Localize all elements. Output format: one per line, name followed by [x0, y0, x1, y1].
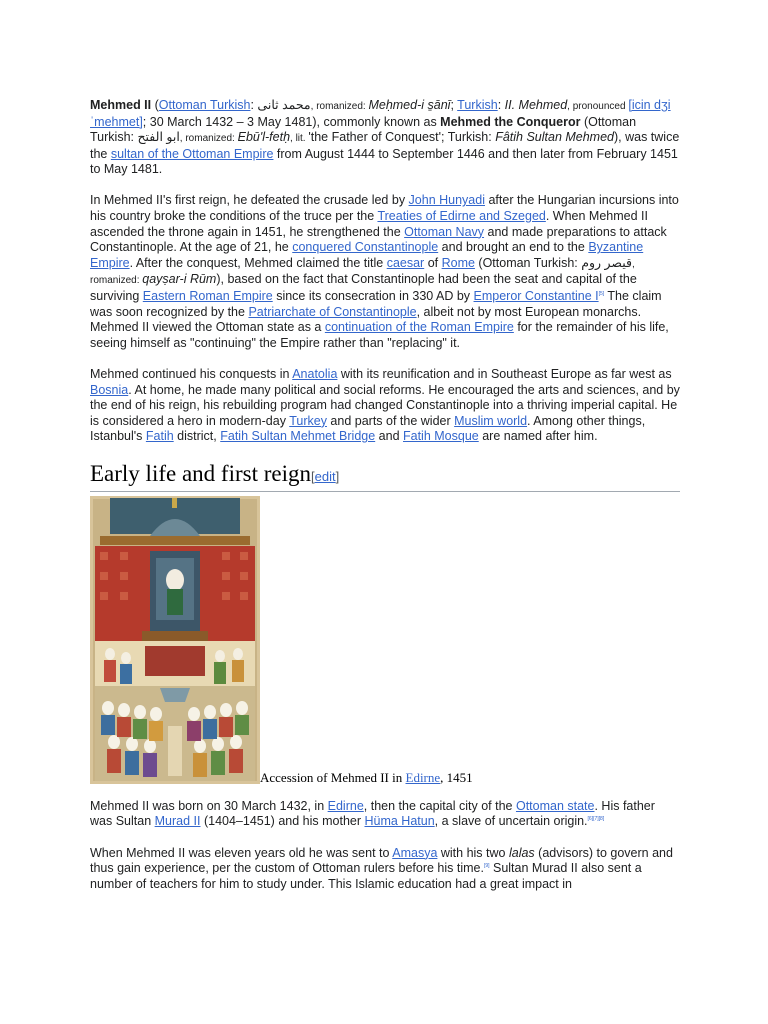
arabic-name: محمد ثانى: [257, 98, 311, 112]
link-murad-ii[interactable]: Murad II: [154, 814, 201, 829]
link-turkish[interactable]: Turkish: [457, 98, 498, 112]
link-muslim-world[interactable]: Muslim world: [454, 413, 528, 428]
article-content: [90, 98, 680, 892]
intro-paragraph-3: Mehmed continued his conquests in Anatolia with its reunification and in Southeast Europe as far west as Bosnia. At home, he made many political and social reforms. He encouraged the arts and sciences, and by the end of his reign, his rebuilding program had changed Constantinople into a thriving imperial capital. He is considered a hero in modern-day Turkey and parts of the wider Muslim world. Among other things, Istanbul's Fatih district, Fatih Sultan Mehmet Bridge and Fatih Mosque are named after him.: [90, 366, 680, 444]
body-paragraph-birth: Mehmed II was born on 30 March 1432, in Edirne, then the capital city of the Ottoman state. His father was Sultan Murad II (1404–1451) and his mother Hüma Hatun, a slave of uncertain origin.[6][7][8]: [90, 798, 655, 829]
link-anatolia[interactable]: Anatolia: [292, 366, 338, 381]
link-bosnia[interactable]: Bosnia: [90, 382, 129, 397]
link-ottoman-turkish[interactable]: Ottoman Turkish: [158, 98, 251, 112]
link-amasya[interactable]: Amasya: [392, 845, 438, 860]
miniature-painting-image[interactable]: [90, 496, 260, 784]
link-conquered-constantinople[interactable]: conquered Constantinople: [292, 240, 439, 255]
figure: [90, 496, 680, 786]
link-treaties-edirne-szeged[interactable]: Treaties of Edirne and Szeged: [377, 209, 546, 224]
section-heading-row: [90, 459, 680, 492]
section-heading: Early life and first reign: [90, 460, 311, 486]
link-rome[interactable]: Rome: [441, 255, 475, 270]
link-caesar[interactable]: caesar: [386, 255, 425, 270]
figure-caption: Accession of Mehmed II in Edirne, 1451: [260, 769, 473, 785]
link-edirne[interactable]: Edirne: [327, 798, 364, 813]
link-ottoman-navy[interactable]: Ottoman Navy: [404, 224, 485, 239]
conqueror-epithet: Mehmed the Conqueror: [440, 114, 581, 129]
link-john-hunyadi[interactable]: John Hunyadi: [408, 193, 485, 208]
intro-paragraph-1: Mehmed II (Ottoman Turkish: محمد ثانى, romanized: Meḥmed-i s̱ānī; Turkish: II. Mehmed, pronounced [icin dʒi ˈmehmet]; 30 March 1432 – 3 May 1481), commonly known as Mehmed the Conqueror (Ottoman Turkish: ابو الفتح, romanized: Ebū'l-fetḥ, lit. 'the Father of Conquest'; Turkish: Fâtih Sultan Mehmed), was twice the sultan of the Ottoman Empire from August 1444 to September 1446 and then later from February 1451 to May 1481.: [90, 98, 680, 177]
link-patriarchate[interactable]: Patriarchate of Constantinople: [248, 304, 417, 319]
intro-paragraph-2: In Mehmed II's first reign, he defeated the crusade led by John Hunyadi after the Hungarian incursions into his country broke the conditions of the truce per the Treaties of Edirne and Szeged. When Mehmed II ascended the throne again in 1451, he strengthened the Ottoman Navy and made preparations to attack Constantinople. At the age of 21, he conquered Constantinople and brought an end to the Byzantine Empire. After the conquest, Mehmed claimed the title caesar of Rome (Ottoman Turkish: قیصر روم, romanized: qayṣar-i Rūm), based on the fact that Constantinople had been the seat and capital of the surviving Eastern Roman Empire since its consecration in 330 AD by Emperor Constantine I[5] The claim was soon recognized by the Patriarchate of Constantinople, albeit not by most European monarchs. Mehmed II viewed the Ottoman state as a continuation of the Roman Empire for the remainder of his life, seeing himself as "continuing" the Empire rather than "replacing" it.: [90, 193, 679, 350]
link-byzantine-empire[interactable]: Byzantine Empire: [90, 240, 644, 270]
link-ottoman-state[interactable]: Ottoman state: [515, 798, 595, 813]
edit-section-link[interactable]: [edit]: [310, 468, 340, 484]
body-paragraph-amasya: When Mehmed II was eleven years old he was sent to Amasya with his two lalas (advisors) to govern and thus gain experience, per the custom of Ottoman rulers before his time.[9] Sultan Murad II also sent a number of teachers for him to study under. This Islamic education had a great impact in: [90, 845, 673, 891]
link-emperor-constantine[interactable]: Emperor Constantine I: [473, 289, 599, 304]
link-fatih[interactable]: Fatih: [145, 429, 174, 444]
link-turkey[interactable]: Turkey: [289, 413, 327, 428]
link-continuation-roman-empire[interactable]: continuation of the Roman Empire: [324, 320, 514, 335]
citation-ref[interactable]: [5]: [598, 290, 605, 297]
link-fatih-sultan-mehmet-bridge[interactable]: Fatih Sultan Mehmet Bridge: [220, 429, 376, 444]
link-eastern-roman-empire[interactable]: Eastern Roman Empire: [142, 289, 273, 304]
link-edirne-caption[interactable]: Edirne: [405, 769, 441, 785]
citation-ref[interactable]: [9]: [483, 863, 490, 869]
article-subject-name: Mehmed II: [90, 98, 152, 112]
link-fatih-mosque[interactable]: Fatih Mosque: [403, 429, 479, 444]
citation-ref[interactable]: [6][7][8]: [587, 816, 605, 823]
link-huma-hatun[interactable]: Hüma Hatun: [364, 814, 435, 829]
link-ipa-pronunciation[interactable]: [icin dʒi ˈmehmet]: [90, 98, 671, 129]
link-sultan-of-ottoman-empire[interactable]: sultan of the Ottoman Empire: [110, 146, 274, 161]
